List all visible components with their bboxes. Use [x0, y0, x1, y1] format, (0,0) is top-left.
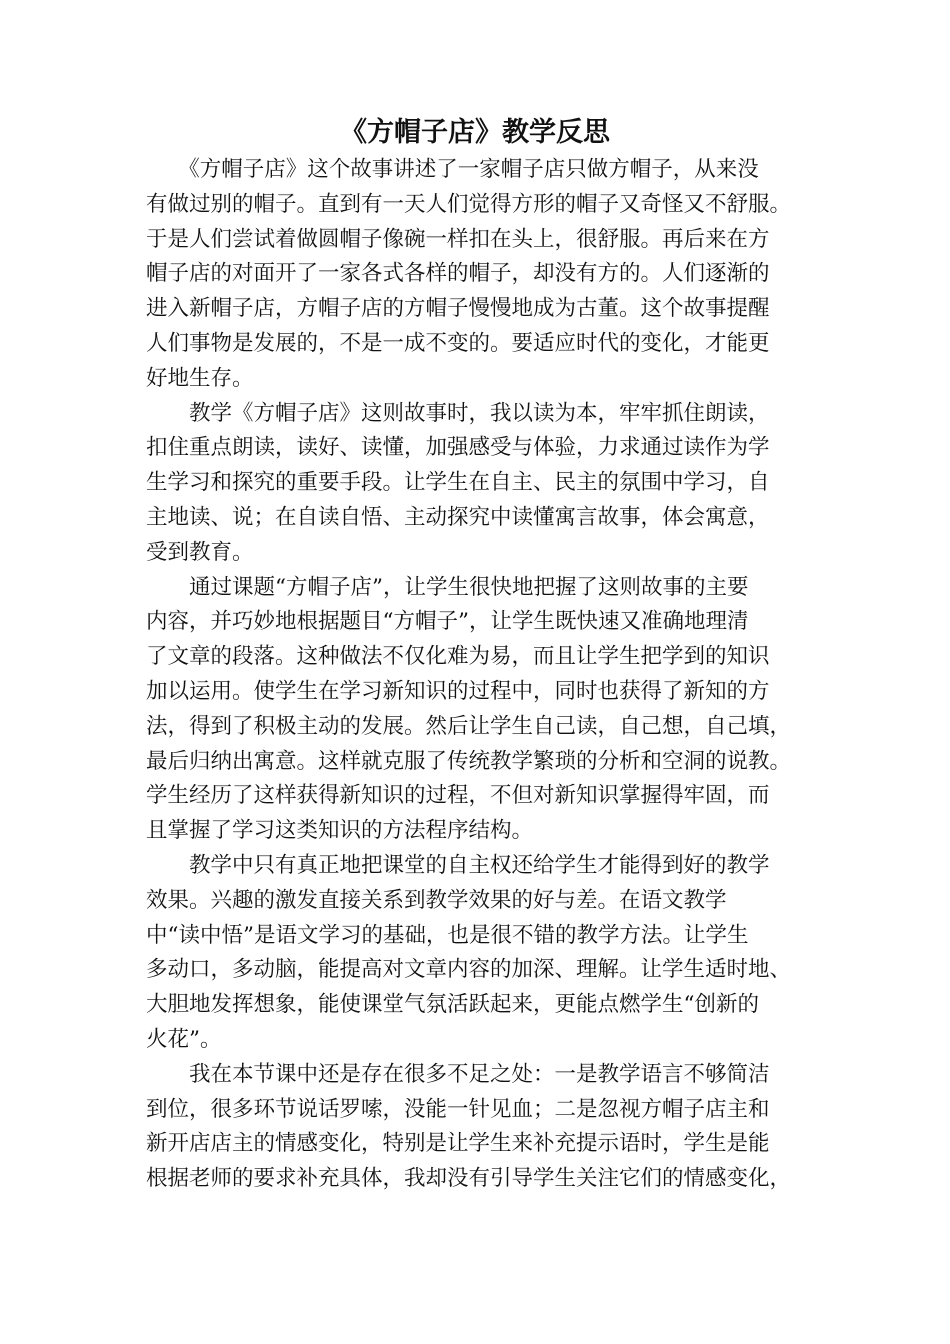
paragraph-line: 中“读中悟”是语文学习的基础，也是很不错的教学方法。让学生 [146, 922, 749, 948]
paragraph-line: 《方帽子店》这个故事讲述了一家帽子店只做方帽子，从来没 [146, 157, 759, 182]
paragraph-line: 了文章的段落。这种做法不仅化难为易，而且让学生把学到的知识 [146, 644, 770, 670]
paragraph-line: 大胆地发挥想象，能使课堂气氛活跃起来，更能点燃学生“创新的 [146, 992, 759, 1018]
paragraph-line: 生学习和探究的重要手段。让学生在自主、民主的氛围中学习，自 [146, 470, 770, 496]
paragraph-line: 法，得到了积极主动的发展。然后让学生自己读，自己想，自己填， [146, 713, 792, 739]
paragraph-line: 最后归纳出寓意。这样就克服了传统教学繁琐的分析和空洞的说教。 [146, 748, 792, 774]
paragraph-line: 扣住重点朗读，读好、读懂，加强感受与体验，力求通过读作为学 [146, 435, 770, 461]
paragraph-line: 多动口，多动脑，能提高对文章内容的加深、理解。让学生适时地、 [146, 957, 792, 983]
paragraph-line: 火花”。 [146, 1026, 222, 1052]
paragraph-line: 我在本节课中还是存在很多不足之处：一是教学语言不够简洁 [146, 1061, 770, 1087]
paragraph-line: 教学中只有真正地把课堂的自主权还给学生才能得到好的教学 [146, 852, 770, 878]
paragraph [146, 1058, 816, 1197]
paragraph-line: 加以运用。使学生在学习新知识的过程中，同时也获得了新知的方 [146, 678, 770, 704]
paragraph-line: 帽子店的对面开了一家各式各样的帽子，却没有方的。人们逐渐的 [146, 261, 770, 287]
paragraph [146, 397, 816, 571]
document-body [146, 153, 816, 1197]
paragraph-line: 效果。兴趣的激发直接关系到教学效果的好与差。在语文教学 [146, 887, 727, 913]
document-title: 《方帽子店》教学反思 [340, 117, 610, 148]
paragraph-line: 进入新帽子店，方帽子店的方帽子慢慢地成为古董。这个故事提醒 [146, 296, 770, 322]
paragraph [146, 849, 816, 1058]
paragraph-line: 受到教育。 [146, 539, 254, 565]
paragraph-line: 教学《方帽子店》这则故事时，我以读为本，牢牢抓住朗读， [146, 400, 770, 426]
paragraph [146, 571, 816, 849]
paragraph-line: 通过课题“方帽子店”，让学生很快地把握了这则故事的主要 [146, 574, 749, 600]
paragraph-line: 新开店店主的情感变化，特别是让学生来补充提示语时，学生是能 [146, 1131, 770, 1157]
paragraph-line: 人们事物是发展的，不是一成不变的。要适应时代的变化，才能更 [146, 330, 770, 356]
paragraph-line: 于是人们尝试着做圆帽子像碗一样扣在头上，很舒服。再后来在方 [146, 226, 770, 252]
paragraph-line: 到位，很多环节说话罗嗦，没能一针见血；二是忽视方帽子店主和 [146, 1096, 770, 1122]
paragraph-line: 内容，并巧妙地根据题目“方帽子”，让学生既快速又准确地理清 [146, 609, 749, 635]
paragraph-line: 且掌握了学习这类知识的方法程序结构。 [146, 818, 534, 844]
paragraph-line: 好地生存。 [146, 365, 254, 391]
paragraph-line: 主地读、说；在自读自悟、主动探究中读懂寓言故事，体会寓意， [146, 504, 770, 530]
paragraph [146, 153, 816, 397]
paragraph-line: 学生经历了这样获得新知识的过程，不但对新知识掌握得牢固，而 [146, 783, 770, 809]
paragraph-line: 根据老师的要求补充具体，我却没有引导学生关注它们的情感变化， [146, 1166, 792, 1192]
paragraph-line: 有做过别的帽子。直到有一天人们觉得方形的帽子又奇怪又不舒服。 [146, 191, 792, 217]
